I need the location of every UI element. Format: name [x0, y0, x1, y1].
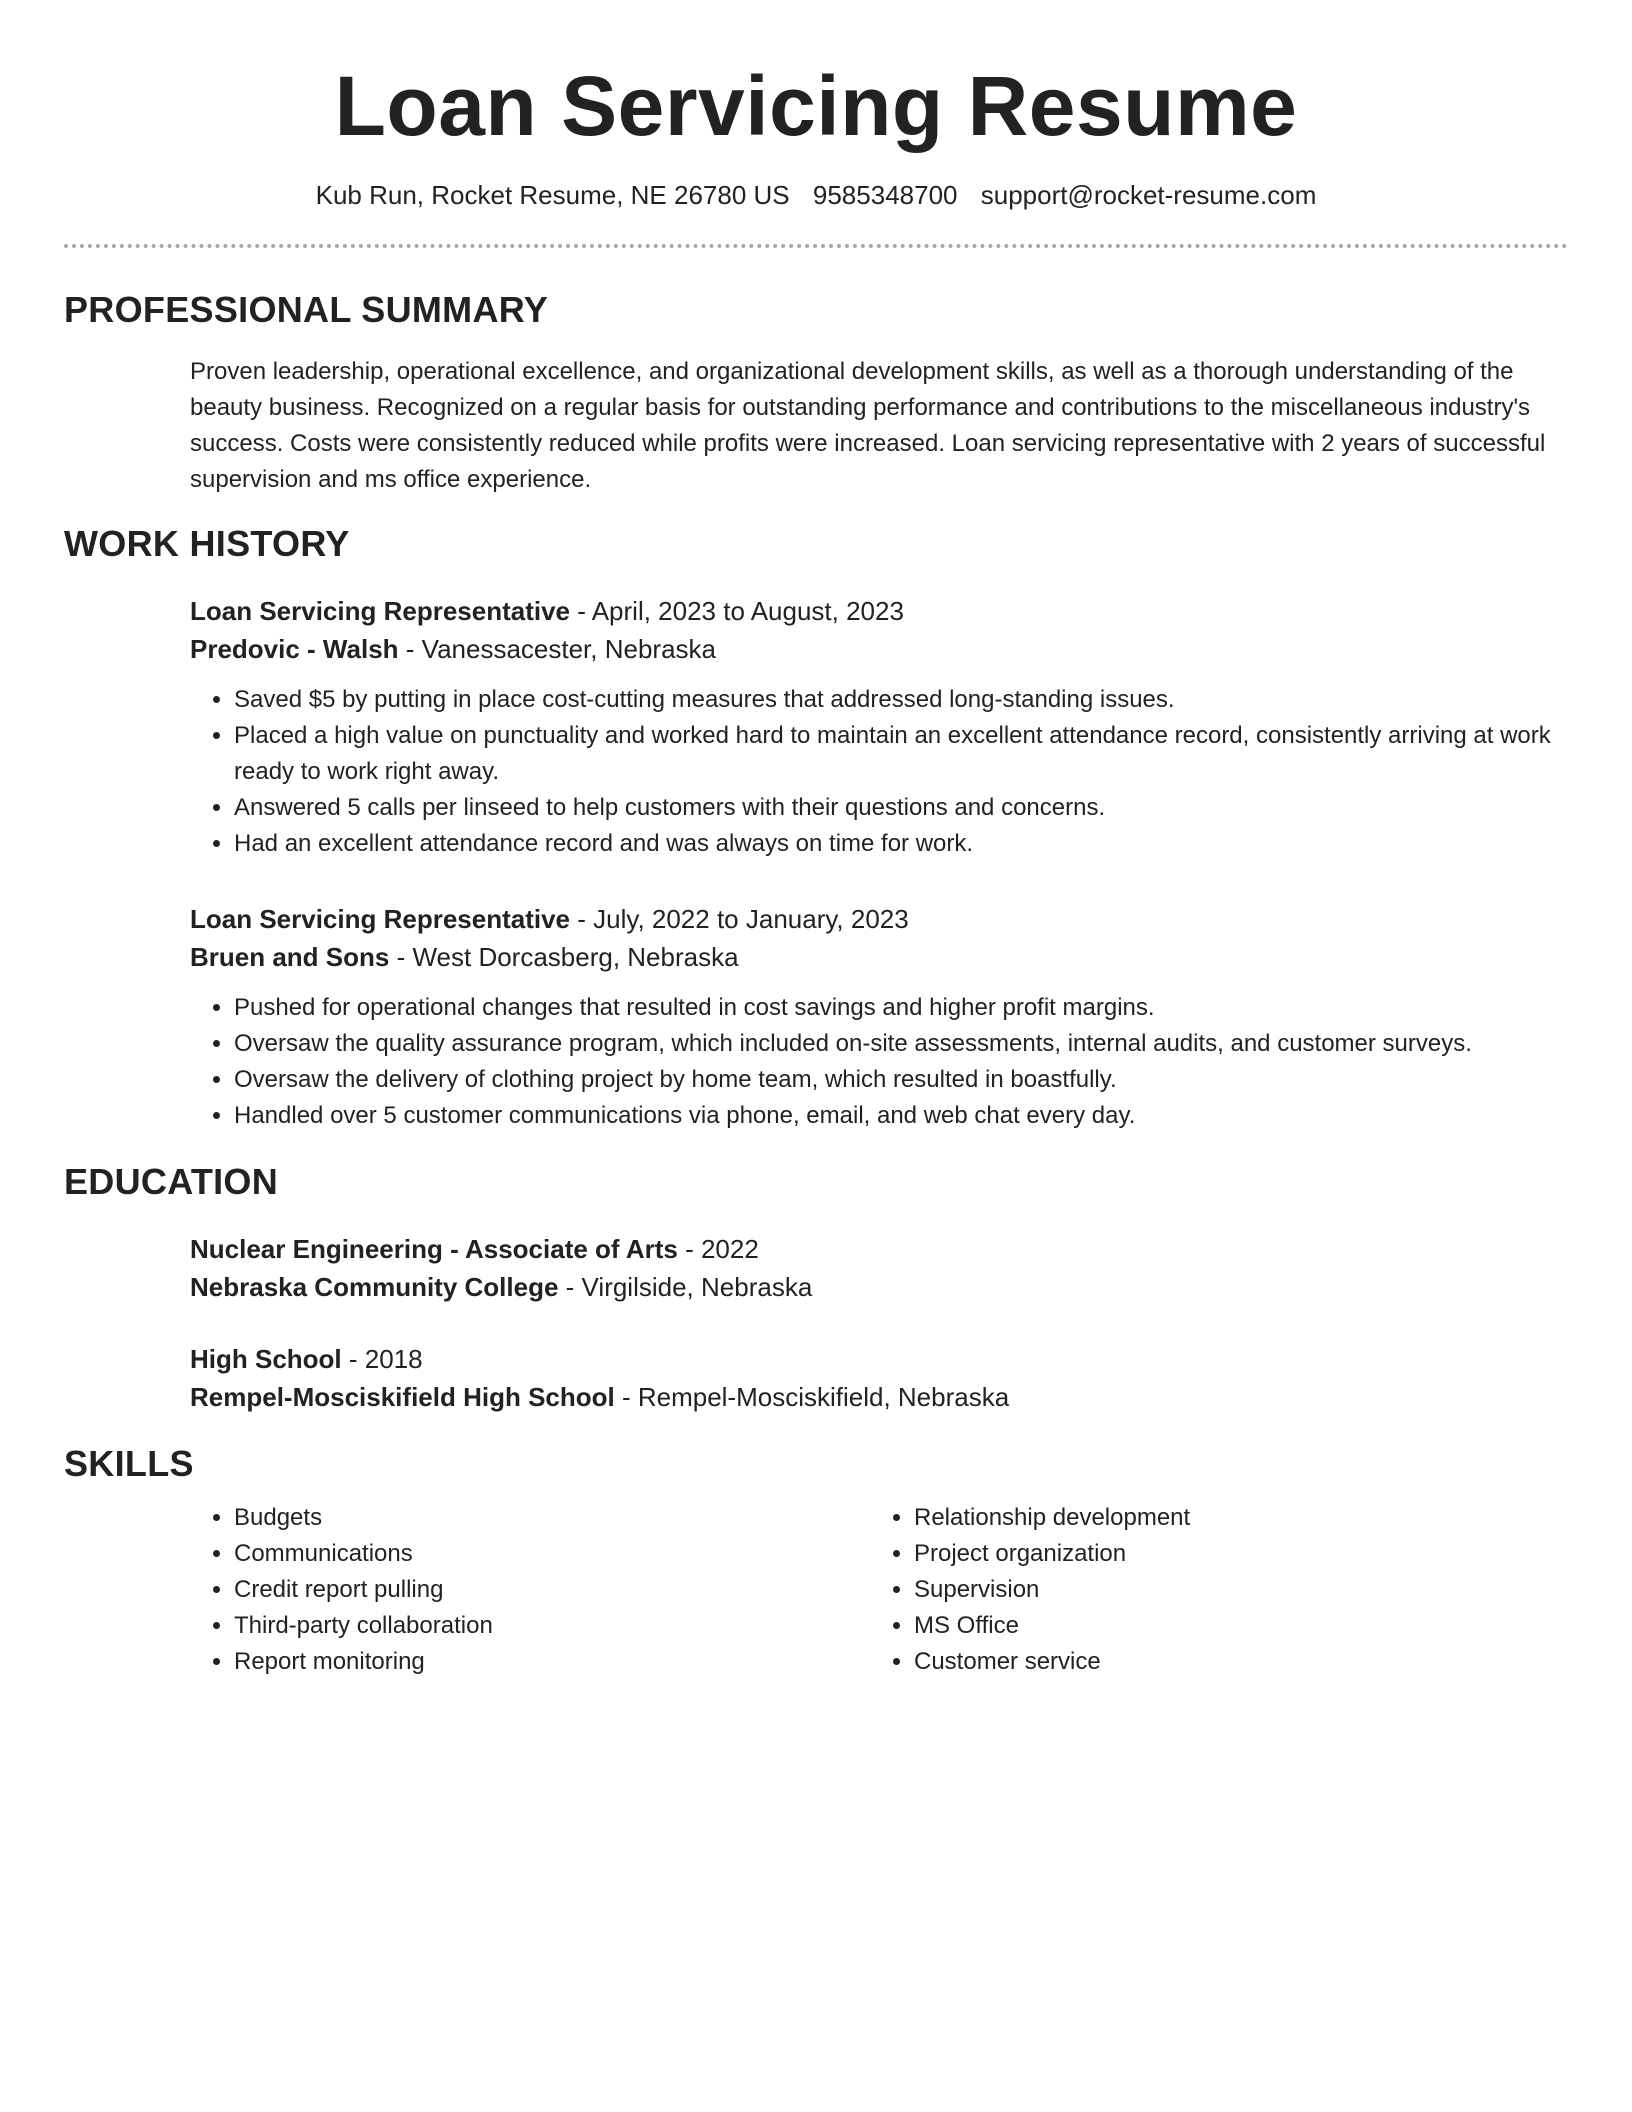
summary-text: Proven leadership, operational excellence, and organizational development skills, as well as a thorough understanding of the beauty business. Recognized on a regular basis for outstanding performance and contributions to the miscellaneous industry's success. Costs were consistently reduced while profits were increased. Loan servicing representative with 2 years of successful supervision and ms office experience.: [190, 358, 1546, 493]
education-school-line: [190, 1378, 1568, 1416]
skill-item: • Communications: [234, 1536, 870, 1572]
job-bullet: • Had an excellent attendance record and was always on time for work.: [234, 826, 1568, 862]
summary-heading: PROFESSIONAL SUMMARY: [64, 289, 549, 330]
contact-phone: 9585348700: [812, 180, 958, 210]
job-entry: [190, 592, 1568, 862]
job-title-line: [190, 592, 1568, 630]
education-school-line: [190, 1268, 1568, 1306]
skill-item: • Supervision: [914, 1572, 1550, 1608]
job-company-line: [190, 630, 1568, 668]
resume-title: Loan Servicing Resume: [334, 59, 1298, 153]
header-divider: [64, 244, 1568, 248]
skills-heading: SKILLS: [64, 1443, 194, 1484]
job-bullet: • Placed a high value on punctuality and worked hard to maintain an excellent attendance record, consistently arriving at work ready to work right away.: [234, 718, 1568, 790]
education-degree-line: [190, 1230, 1568, 1268]
job-bullet: • Saved $5 by putting in place cost-cutting measures that addressed long-standing issues.: [234, 682, 1568, 718]
job-title: Loan Servicing Representative: [190, 596, 571, 626]
skill-item: • Credit report pulling: [234, 1572, 870, 1608]
job-entry: [190, 900, 1568, 1134]
skills-column-right: [870, 1500, 1550, 1680]
job-bullet: • Oversaw the delivery of clothing project by home team, which resulted in boastfully.: [234, 1062, 1568, 1098]
job-bullet: • Pushed for operational changes that resulted in cost savings and higher profit margins.: [234, 990, 1568, 1026]
education-degree-line: [190, 1340, 1568, 1378]
education-location: - Virgilside, Nebraska: [558, 1272, 813, 1302]
job-company-line: [190, 938, 1568, 976]
education-entry: [190, 1230, 1568, 1306]
contact-email: support@rocket-resume.com: [980, 180, 1317, 210]
summary-section: [64, 354, 1568, 498]
work-history-section: [64, 592, 1568, 1134]
skill-item: • MS Office: [914, 1608, 1550, 1644]
education-entry: [190, 1340, 1568, 1416]
work-history-heading: WORK HISTORY: [64, 523, 350, 564]
job-title: Loan Servicing Representative: [190, 904, 571, 934]
job-company: Bruen and Sons: [190, 942, 390, 972]
skill-item: • Report monitoring: [234, 1644, 870, 1680]
skill-item: • Customer service: [914, 1644, 1550, 1680]
education-degree: Nuclear Engineering - Associate of Arts: [190, 1234, 678, 1264]
education-year: - 2018: [341, 1344, 423, 1374]
job-title-line: [190, 900, 1568, 938]
job-dates: - July, 2022 to January, 2023: [570, 904, 909, 934]
job-company: Predovic - Walsh: [190, 634, 399, 664]
job-bullets: [190, 682, 1568, 862]
education-degree: High School: [190, 1344, 342, 1374]
education-section: [64, 1230, 1568, 1416]
job-location: - Vanessacester, Nebraska: [398, 634, 716, 664]
skill-item: • Relationship development: [914, 1500, 1550, 1536]
skills-column-left: [190, 1500, 870, 1680]
education-location: - Rempel-Mosciskifield, Nebraska: [614, 1382, 1010, 1412]
job-location: - West Dorcasberg, Nebraska: [389, 942, 739, 972]
skill-item: • Project organization: [914, 1536, 1550, 1572]
contact-info: [64, 178, 1568, 212]
job-bullet: • Answered 5 calls per linseed to help customers with their questions and concerns.: [234, 790, 1568, 826]
job-bullet: • Oversaw the quality assurance program, which included on-site assessments, internal audits, and customer surveys.: [234, 1026, 1568, 1062]
job-bullet: • Handled over 5 customer communications via phone, email, and web chat every day.: [234, 1098, 1568, 1134]
job-bullets: [190, 990, 1568, 1134]
contact-address: Kub Run, Rocket Resume, NE 26780 US: [315, 180, 790, 210]
skills-section: [64, 1500, 1568, 1680]
education-school: Nebraska Community College: [190, 1272, 559, 1302]
education-year: - 2022: [677, 1234, 759, 1264]
skill-item: • Budgets: [234, 1500, 870, 1536]
education-school: Rempel-Mosciskifield High School: [190, 1382, 615, 1412]
education-heading: EDUCATION: [64, 1161, 279, 1202]
job-dates: - April, 2023 to August, 2023: [570, 596, 904, 626]
skills-grid: [190, 1500, 1568, 1680]
skill-item: • Third-party collaboration: [234, 1608, 870, 1644]
